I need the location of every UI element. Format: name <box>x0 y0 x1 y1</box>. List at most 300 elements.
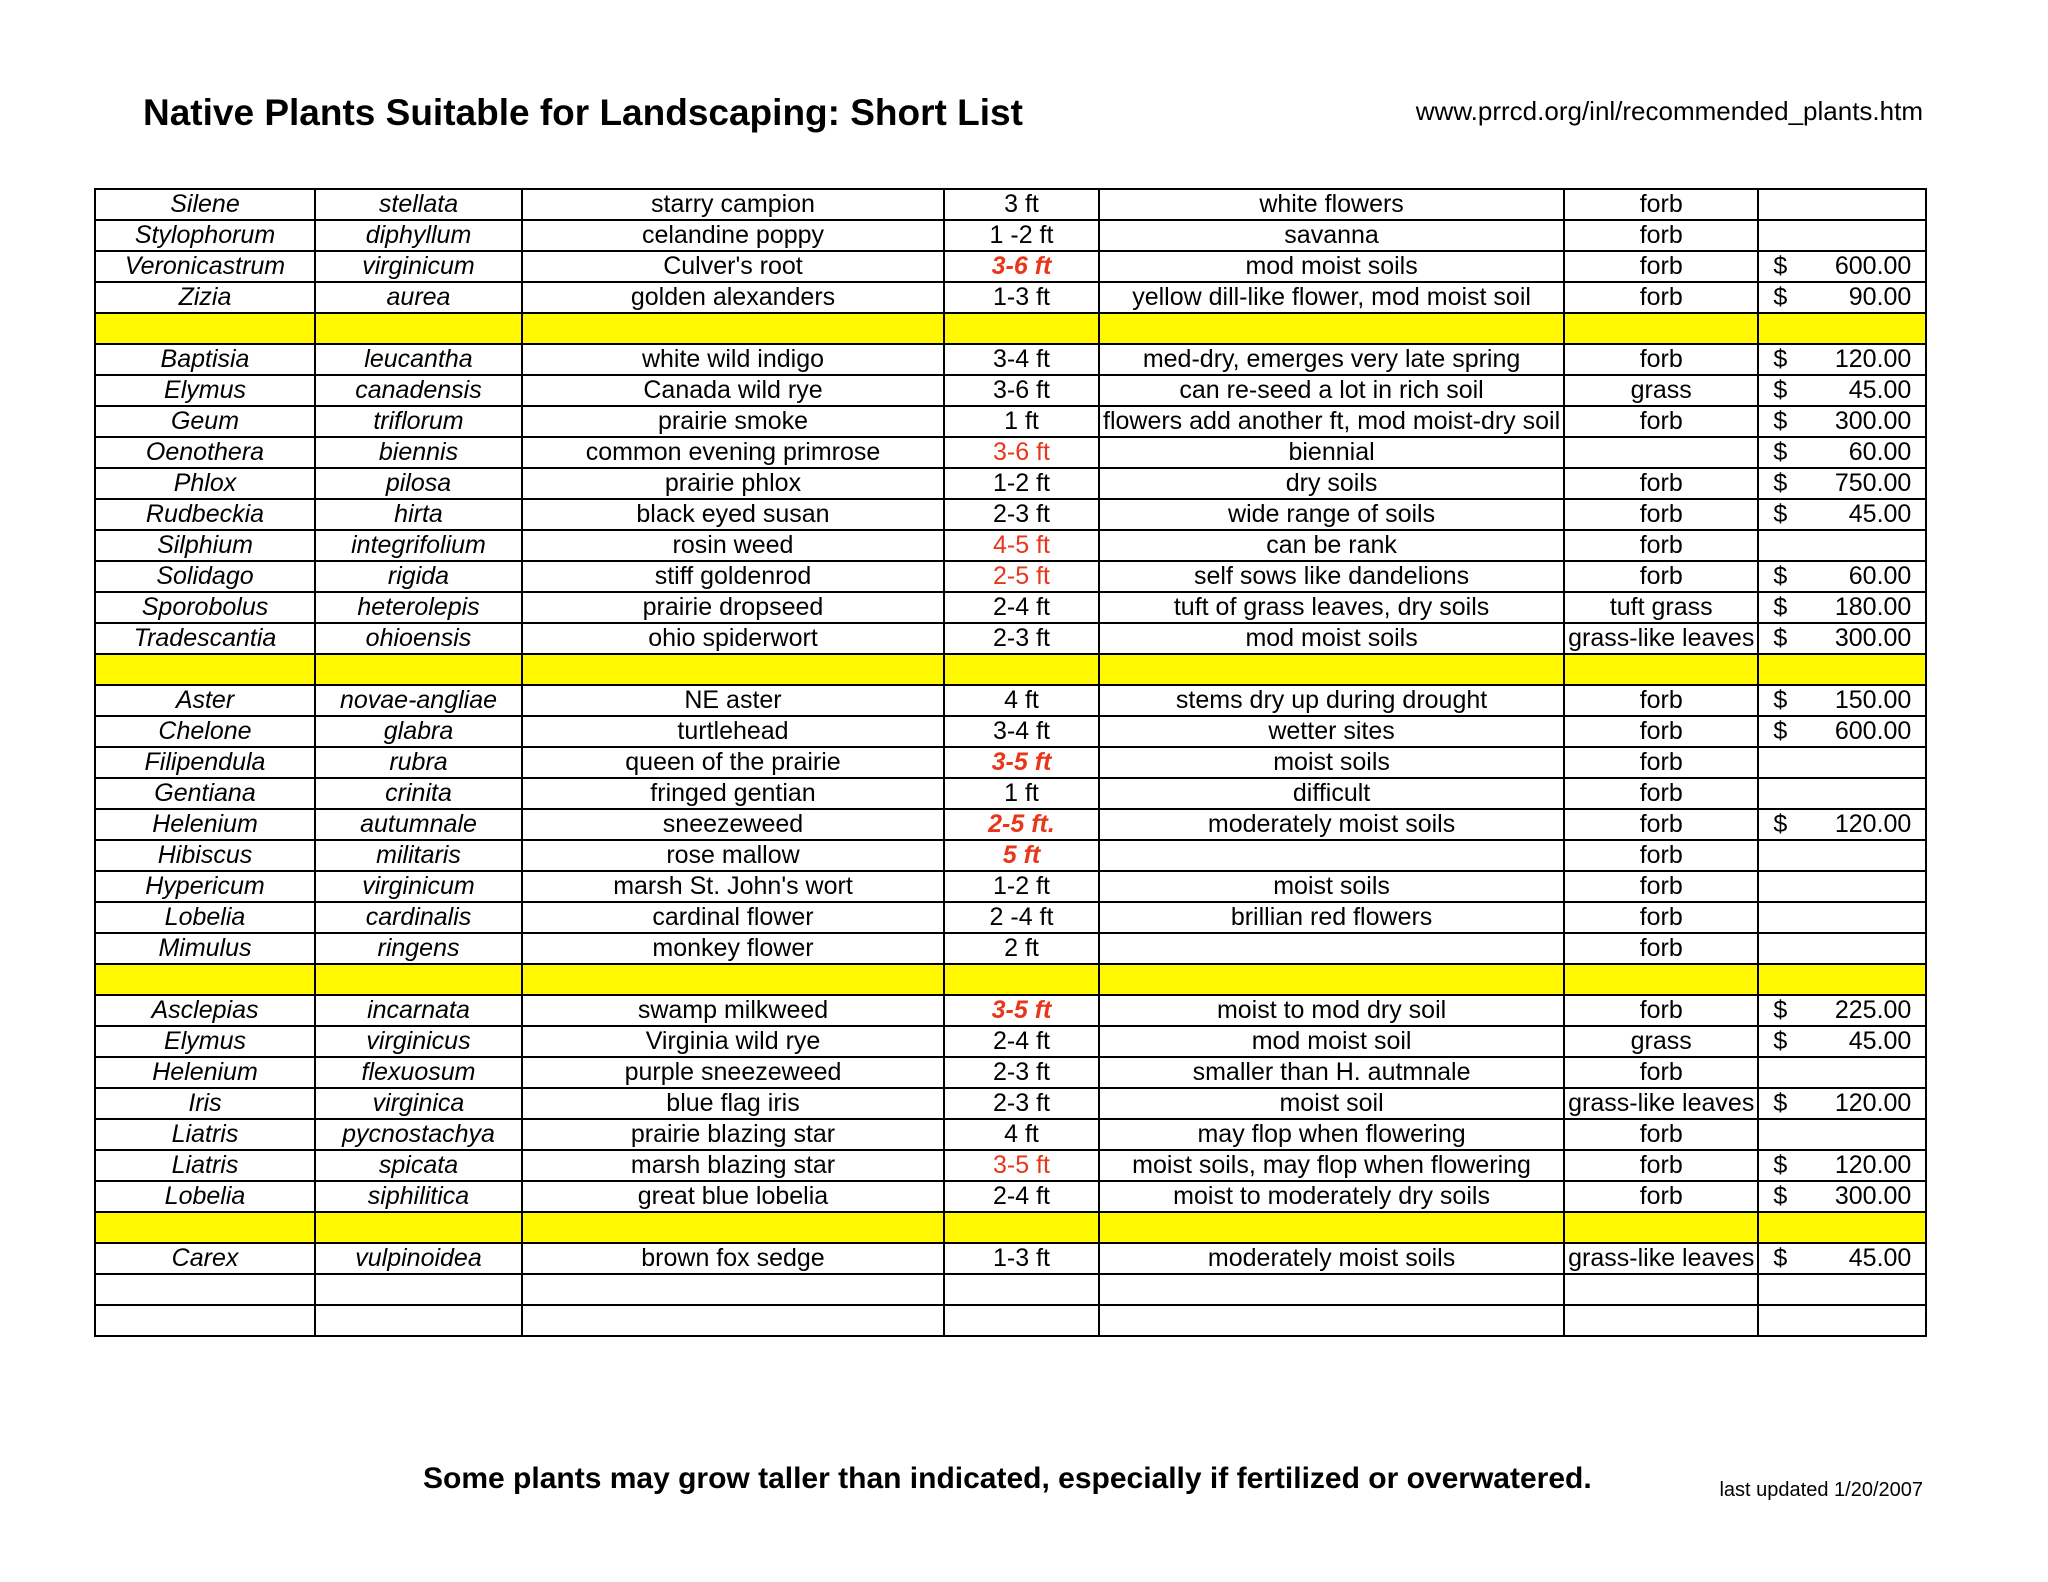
genus-cell <box>95 1274 315 1305</box>
price-cell <box>1758 592 1926 623</box>
currency-symbol: $ <box>1773 345 1788 373</box>
table-row <box>95 1026 1926 1057</box>
separator-cell <box>944 654 1099 685</box>
currency-symbol: $ <box>1773 1089 1788 1117</box>
table-row <box>95 778 1926 809</box>
currency-symbol: $ <box>1773 1182 1788 1210</box>
notes-cell: can be rank <box>1099 530 1564 561</box>
common-cell: swamp milkweed <box>522 995 944 1026</box>
separator-cell <box>1099 964 1564 995</box>
species-cell: virginicus <box>315 1026 522 1057</box>
height-cell: 2-5 ft. <box>944 809 1099 840</box>
price-cell <box>1758 437 1926 468</box>
table-row <box>95 561 1926 592</box>
common-cell: brown fox sedge <box>522 1243 944 1274</box>
height-cell: 4-5 ft <box>944 530 1099 561</box>
price-cell <box>1758 1057 1926 1088</box>
notes-cell: mod moist soils <box>1099 251 1564 282</box>
common-cell: Virginia wild rye <box>522 1026 944 1057</box>
price-cell <box>1758 344 1926 375</box>
common-cell: starry campion <box>522 189 944 220</box>
type-cell: forb <box>1564 561 1758 592</box>
separator-cell <box>315 654 522 685</box>
height-cell: 1-2 ft <box>944 468 1099 499</box>
notes-cell: self sows like dandelions <box>1099 561 1564 592</box>
type-cell: forb <box>1564 995 1758 1026</box>
page-title: Native Plants Suitable for Landscaping: Short List <box>143 92 1023 133</box>
height-cell <box>944 1274 1099 1305</box>
price-cell <box>1758 933 1926 964</box>
genus-cell: Stylophorum <box>95 220 315 251</box>
species-cell: diphyllum <box>315 220 522 251</box>
common-cell: prairie phlox <box>522 468 944 499</box>
separator-cell <box>522 654 944 685</box>
table-row <box>95 995 1926 1026</box>
genus-cell: Elymus <box>95 375 315 406</box>
species-cell: pycnostachya <box>315 1119 522 1150</box>
genus-cell: Zizia <box>95 282 315 313</box>
separator-cell <box>944 964 1099 995</box>
notes-cell <box>1099 1305 1564 1336</box>
common-cell: marsh blazing star <box>522 1150 944 1181</box>
price-cell <box>1758 561 1926 592</box>
price-cell <box>1758 1026 1926 1057</box>
separator-cell <box>944 1212 1099 1243</box>
table-row <box>95 1243 1926 1274</box>
species-cell: spicata <box>315 1150 522 1181</box>
type-cell <box>1564 1274 1758 1305</box>
separator-cell <box>522 1212 944 1243</box>
price-cell <box>1758 778 1926 809</box>
table-row <box>95 685 1926 716</box>
species-cell: incarnata <box>315 995 522 1026</box>
notes-cell: moist soils <box>1099 747 1564 778</box>
table-row <box>95 871 1926 902</box>
genus-cell: Filipendula <box>95 747 315 778</box>
type-cell: grass-like leaves <box>1564 1243 1758 1274</box>
type-cell: grass-like leaves <box>1564 1088 1758 1119</box>
currency-symbol: $ <box>1773 252 1788 280</box>
type-cell: forb <box>1564 685 1758 716</box>
notes-cell: difficult <box>1099 778 1564 809</box>
price-cell <box>1758 747 1926 778</box>
genus-cell: Asclepias <box>95 995 315 1026</box>
height-cell: 2 -4 ft <box>944 902 1099 933</box>
species-cell: triflorum <box>315 406 522 437</box>
table-row <box>95 809 1926 840</box>
table-row <box>95 189 1926 220</box>
currency-symbol: $ <box>1773 593 1788 621</box>
species-cell: stellata <box>315 189 522 220</box>
species-cell: pilosa <box>315 468 522 499</box>
price-cell <box>1758 840 1926 871</box>
type-cell: tuft grass <box>1564 592 1758 623</box>
notes-cell: flowers add another ft, mod moist-dry soil <box>1099 406 1564 437</box>
genus-cell: Silphium <box>95 530 315 561</box>
type-cell: forb <box>1564 747 1758 778</box>
notes-cell: wide range of soils <box>1099 499 1564 530</box>
price-cell <box>1758 902 1926 933</box>
plant-table <box>94 188 1927 1337</box>
genus-cell: Mimulus <box>95 933 315 964</box>
species-cell: biennis <box>315 437 522 468</box>
height-cell: 3-5 ft <box>944 995 1099 1026</box>
table-row <box>95 902 1926 933</box>
notes-cell: smaller than H. autmnale <box>1099 1057 1564 1088</box>
currency-symbol: $ <box>1773 1151 1788 1179</box>
height-cell: 4 ft <box>944 1119 1099 1150</box>
height-cell: 3-4 ft <box>944 344 1099 375</box>
notes-cell: tuft of grass leaves, dry soils <box>1099 592 1564 623</box>
species-cell: virginicum <box>315 251 522 282</box>
price-value: 120.00 <box>1834 1089 1912 1117</box>
height-cell <box>944 1305 1099 1336</box>
separator-cell <box>1758 964 1926 995</box>
separator-row <box>95 1212 1926 1243</box>
price-value: 150.00 <box>1834 686 1912 714</box>
height-cell: 3-4 ft <box>944 716 1099 747</box>
separator-cell <box>315 964 522 995</box>
genus-cell <box>95 1305 315 1336</box>
separator-cell <box>1758 1212 1926 1243</box>
price-cell <box>1758 685 1926 716</box>
type-cell: forb <box>1564 809 1758 840</box>
species-cell: hirta <box>315 499 522 530</box>
price-cell <box>1758 1150 1926 1181</box>
table-row <box>95 437 1926 468</box>
genus-cell: Lobelia <box>95 1181 315 1212</box>
price-cell <box>1758 251 1926 282</box>
separator-cell <box>1564 313 1758 344</box>
separator-cell <box>522 964 944 995</box>
species-cell: rubra <box>315 747 522 778</box>
currency-symbol: $ <box>1773 376 1788 404</box>
price-value: 45.00 <box>1848 1027 1912 1055</box>
notes-cell: moist soils, may flop when flowering <box>1099 1150 1564 1181</box>
genus-cell: Aster <box>95 685 315 716</box>
notes-cell: moist soils <box>1099 871 1564 902</box>
genus-cell: Chelone <box>95 716 315 747</box>
height-cell: 2-3 ft <box>944 623 1099 654</box>
genus-cell: Baptisia <box>95 344 315 375</box>
price-cell <box>1758 716 1926 747</box>
currency-symbol: $ <box>1773 500 1788 528</box>
currency-symbol: $ <box>1773 438 1788 466</box>
notes-cell: moist to moderately dry soils <box>1099 1181 1564 1212</box>
table-row <box>95 1150 1926 1181</box>
height-cell: 2-3 ft <box>944 1088 1099 1119</box>
table-row <box>95 251 1926 282</box>
type-cell: forb <box>1564 902 1758 933</box>
price-value: 45.00 <box>1848 1244 1912 1272</box>
type-cell: forb <box>1564 840 1758 871</box>
separator-cell <box>944 313 1099 344</box>
type-cell <box>1564 437 1758 468</box>
type-cell: forb <box>1564 1150 1758 1181</box>
separator-cell <box>522 313 944 344</box>
genus-cell: Geum <box>95 406 315 437</box>
species-cell: flexuosum <box>315 1057 522 1088</box>
price-value: 90.00 <box>1848 283 1912 311</box>
common-cell: monkey flower <box>522 933 944 964</box>
type-cell: forb <box>1564 530 1758 561</box>
price-value: 45.00 <box>1848 376 1912 404</box>
genus-cell: Iris <box>95 1088 315 1119</box>
last-updated: last updated 1/20/2007 <box>1719 1479 1923 1501</box>
species-cell: cardinalis <box>315 902 522 933</box>
price-cell <box>1758 1088 1926 1119</box>
type-cell: forb <box>1564 716 1758 747</box>
type-cell: forb <box>1564 220 1758 251</box>
separator-cell <box>1758 313 1926 344</box>
price-value: 300.00 <box>1834 624 1912 652</box>
species-cell: glabra <box>315 716 522 747</box>
price-cell <box>1758 995 1926 1026</box>
separator-cell <box>95 964 315 995</box>
separator-row <box>95 654 1926 685</box>
price-value: 120.00 <box>1834 345 1912 373</box>
species-cell: virginica <box>315 1088 522 1119</box>
common-cell: turtlehead <box>522 716 944 747</box>
separator-cell <box>1099 313 1564 344</box>
notes-cell <box>1099 933 1564 964</box>
notes-cell <box>1099 1274 1564 1305</box>
price-value: 120.00 <box>1834 810 1912 838</box>
type-cell: forb <box>1564 871 1758 902</box>
common-cell: prairie smoke <box>522 406 944 437</box>
separator-row <box>95 313 1926 344</box>
species-cell: canadensis <box>315 375 522 406</box>
height-cell: 3-5 ft <box>944 1150 1099 1181</box>
price-cell <box>1758 1181 1926 1212</box>
species-cell: heterolepis <box>315 592 522 623</box>
table-row <box>95 623 1926 654</box>
separator-cell <box>315 1212 522 1243</box>
type-cell: forb <box>1564 344 1758 375</box>
genus-cell: Hypericum <box>95 871 315 902</box>
height-cell: 2-4 ft <box>944 1181 1099 1212</box>
table-row <box>95 406 1926 437</box>
notes-cell: biennial <box>1099 437 1564 468</box>
common-cell: queen of the prairie <box>522 747 944 778</box>
currency-symbol: $ <box>1773 562 1788 590</box>
currency-symbol: $ <box>1773 1244 1788 1272</box>
height-cell: 2 ft <box>944 933 1099 964</box>
notes-cell: moist soil <box>1099 1088 1564 1119</box>
price-value: 600.00 <box>1834 252 1912 280</box>
common-cell: prairie blazing star <box>522 1119 944 1150</box>
genus-cell: Sporobolus <box>95 592 315 623</box>
height-cell: 2-4 ft <box>944 592 1099 623</box>
common-cell: NE aster <box>522 685 944 716</box>
type-cell: forb <box>1564 251 1758 282</box>
height-cell: 1 -2 ft <box>944 220 1099 251</box>
height-cell: 4 ft <box>944 685 1099 716</box>
type-cell: forb <box>1564 282 1758 313</box>
type-cell <box>1564 1305 1758 1336</box>
common-cell: common evening primrose <box>522 437 944 468</box>
common-cell: Culver's root <box>522 251 944 282</box>
type-cell: grass <box>1564 1026 1758 1057</box>
price-value: 750.00 <box>1834 469 1912 497</box>
price-cell <box>1758 406 1926 437</box>
price-value: 300.00 <box>1834 407 1912 435</box>
notes-cell: med-dry, emerges very late spring <box>1099 344 1564 375</box>
height-cell: 2-4 ft <box>944 1026 1099 1057</box>
height-cell: 1-3 ft <box>944 282 1099 313</box>
separator-cell <box>1758 654 1926 685</box>
species-cell: vulpinoidea <box>315 1243 522 1274</box>
species-cell: militaris <box>315 840 522 871</box>
notes-cell: savanna <box>1099 220 1564 251</box>
price-value: 225.00 <box>1834 996 1912 1024</box>
species-cell: ohioensis <box>315 623 522 654</box>
genus-cell: Gentiana <box>95 778 315 809</box>
notes-cell: may flop when flowering <box>1099 1119 1564 1150</box>
price-cell <box>1758 871 1926 902</box>
currency-symbol: $ <box>1773 1027 1788 1055</box>
table-row <box>95 1305 1926 1336</box>
notes-cell: wetter sites <box>1099 716 1564 747</box>
type-cell: forb <box>1564 468 1758 499</box>
height-cell: 1 ft <box>944 778 1099 809</box>
price-value: 300.00 <box>1834 1182 1912 1210</box>
common-cell: golden alexanders <box>522 282 944 313</box>
currency-symbol: $ <box>1773 686 1788 714</box>
table-row <box>95 747 1926 778</box>
species-cell: crinita <box>315 778 522 809</box>
type-cell: grass <box>1564 375 1758 406</box>
table-row <box>95 1057 1926 1088</box>
common-cell: rose mallow <box>522 840 944 871</box>
genus-cell: Silene <box>95 189 315 220</box>
price-value: 60.00 <box>1848 438 1912 466</box>
common-cell: Canada wild rye <box>522 375 944 406</box>
species-cell: rigida <box>315 561 522 592</box>
price-cell <box>1758 499 1926 530</box>
table-row <box>95 530 1926 561</box>
genus-cell: Oenothera <box>95 437 315 468</box>
notes-cell: moist to mod dry soil <box>1099 995 1564 1026</box>
common-cell: cardinal flower <box>522 902 944 933</box>
table-row <box>95 344 1926 375</box>
table-row <box>95 1088 1926 1119</box>
notes-cell: yellow dill-like flower, mod moist soil <box>1099 282 1564 313</box>
type-cell: forb <box>1564 406 1758 437</box>
notes-cell: can re-seed a lot in rich soil <box>1099 375 1564 406</box>
type-cell: forb <box>1564 778 1758 809</box>
genus-cell: Elymus <box>95 1026 315 1057</box>
separator-cell <box>1564 654 1758 685</box>
table-row <box>95 716 1926 747</box>
height-cell: 2-3 ft <box>944 499 1099 530</box>
currency-symbol: $ <box>1773 283 1788 311</box>
common-cell: sneezeweed <box>522 809 944 840</box>
table-row <box>95 1181 1926 1212</box>
type-cell: forb <box>1564 1057 1758 1088</box>
common-cell: blue flag iris <box>522 1088 944 1119</box>
genus-cell: Hibiscus <box>95 840 315 871</box>
genus-cell: Solidago <box>95 561 315 592</box>
separator-cell <box>1564 964 1758 995</box>
type-cell: grass-like leaves <box>1564 623 1758 654</box>
common-cell <box>522 1305 944 1336</box>
height-cell: 2-3 ft <box>944 1057 1099 1088</box>
price-cell <box>1758 623 1926 654</box>
price-cell <box>1758 1274 1926 1305</box>
price-cell <box>1758 282 1926 313</box>
price-cell <box>1758 1243 1926 1274</box>
genus-cell: Veronicastrum <box>95 251 315 282</box>
genus-cell: Helenium <box>95 1057 315 1088</box>
height-cell: 1-3 ft <box>944 1243 1099 1274</box>
species-cell: leucantha <box>315 344 522 375</box>
type-cell: forb <box>1564 1119 1758 1150</box>
common-cell: prairie dropseed <box>522 592 944 623</box>
species-cell: virginicum <box>315 871 522 902</box>
type-cell: forb <box>1564 499 1758 530</box>
price-cell <box>1758 189 1926 220</box>
price-value: 600.00 <box>1834 717 1912 745</box>
notes-cell <box>1099 840 1564 871</box>
common-cell: marsh St. John's wort <box>522 871 944 902</box>
species-cell <box>315 1274 522 1305</box>
common-cell <box>522 1274 944 1305</box>
species-cell: ringens <box>315 933 522 964</box>
table-row <box>95 933 1926 964</box>
type-cell: forb <box>1564 933 1758 964</box>
notes-cell: brillian red flowers <box>1099 902 1564 933</box>
table-row <box>95 592 1926 623</box>
separator-cell <box>95 1212 315 1243</box>
genus-cell: Rudbeckia <box>95 499 315 530</box>
table-row <box>95 499 1926 530</box>
genus-cell: Liatris <box>95 1119 315 1150</box>
common-cell: purple sneezeweed <box>522 1057 944 1088</box>
height-cell: 3-6 ft <box>944 251 1099 282</box>
table-row <box>95 1274 1926 1305</box>
height-cell: 3-6 ft <box>944 375 1099 406</box>
separator-cell <box>1564 1212 1758 1243</box>
height-cell: 1 ft <box>944 406 1099 437</box>
table-row <box>95 375 1926 406</box>
price-value: 60.00 <box>1848 562 1912 590</box>
price-cell <box>1758 530 1926 561</box>
common-cell: rosin weed <box>522 530 944 561</box>
species-cell: novae-angliae <box>315 685 522 716</box>
common-cell: ohio spiderwort <box>522 623 944 654</box>
price-cell <box>1758 1305 1926 1336</box>
notes-cell: mod moist soil <box>1099 1026 1564 1057</box>
notes-cell: white flowers <box>1099 189 1564 220</box>
table-row <box>95 1119 1926 1150</box>
species-cell: siphilitica <box>315 1181 522 1212</box>
common-cell: black eyed susan <box>522 499 944 530</box>
species-cell <box>315 1305 522 1336</box>
species-cell: autumnale <box>315 809 522 840</box>
type-cell: forb <box>1564 1181 1758 1212</box>
currency-symbol: $ <box>1773 996 1788 1024</box>
currency-symbol: $ <box>1773 407 1788 435</box>
genus-cell: Lobelia <box>95 902 315 933</box>
price-cell <box>1758 1119 1926 1150</box>
price-cell <box>1758 468 1926 499</box>
height-cell: 3-6 ft <box>944 437 1099 468</box>
height-cell: 3 ft <box>944 189 1099 220</box>
price-cell <box>1758 809 1926 840</box>
table-row <box>95 840 1926 871</box>
height-cell: 5 ft <box>944 840 1099 871</box>
